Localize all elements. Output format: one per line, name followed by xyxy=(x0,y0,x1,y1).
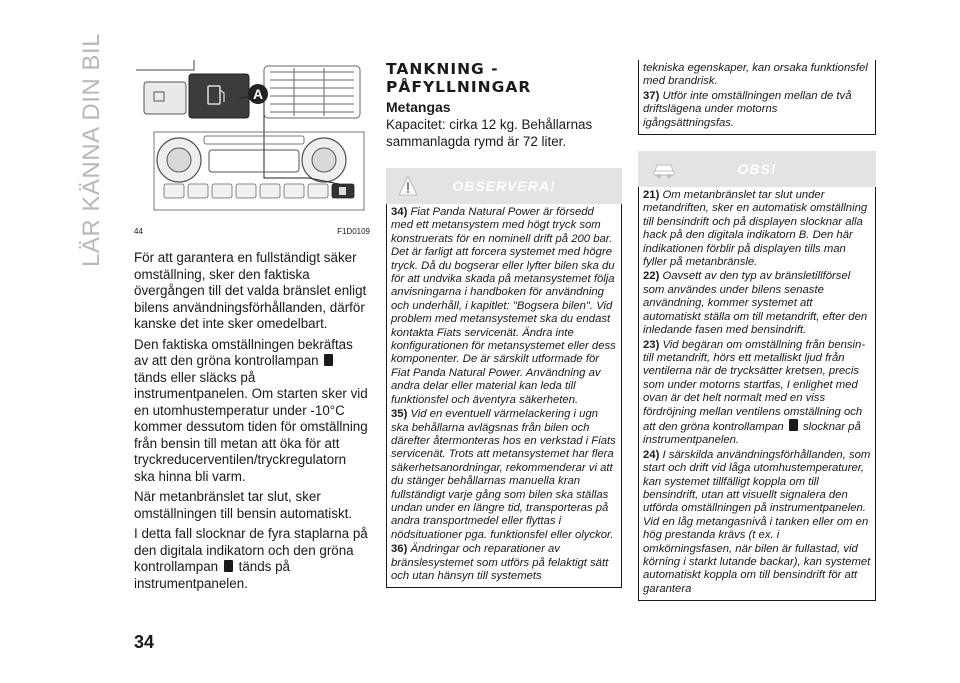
note-item: 23) Vid begäran om omställning från bensin- till metandrift, hörs ett metalliskt ljud från ventilerna när de trycksätter kretsen, precis som under motorns startfas, I enlighet med ovan är det helt normalt med en viss fördröjning mellan ventilens omställning och att den gröna kontrollampan slocknar på instrumentpanelen. xyxy=(643,338,866,447)
warning-notes xyxy=(386,204,622,588)
warning-banner xyxy=(386,168,622,204)
notice-title: OBS! xyxy=(737,161,777,178)
warning-title: OBSERVERA! xyxy=(452,178,556,194)
section-heading: PÅFYLLNINGAR xyxy=(386,78,532,96)
figure-caption xyxy=(134,227,370,236)
notice-banner xyxy=(638,151,876,187)
fuel-pump-icon xyxy=(224,560,233,572)
note-item: 34) Fiat Panda Natural Power är försedd med ett metansystem med högt tryck som konstruerats för en nominell drift på 200 bar. Det är farligt att forcera systemet med högre tryck. Då du bogserar eller lyfter bilen ska du för att undvika skada på metansystemet följa anvisningarna i handboken för användning och underhåll, i kapitlet: "Bogsera bilen". Vid problem med metansystemet ska du endast kontakta Fiats servicenät. Ändra inte konfigurationen för metansystemet eller dess komponenter. De är särskilt utformade för Fiat Panda Natural Power. Användning av andra delar eller material kan leda till funktionsfel och äventyra säkerheten. xyxy=(391,206,616,406)
note-item: 35) Vid en eventuell värmelackering i ugn ska behållarna avlägsnas från bilen och därefter återmonteras hos en verkstad i Fiats servicenät. Trots att metansystemet har flera säkerhetsanordningar, rekommenderar vi att du stänger behållarnas manuella kran fullständigt varje gång som bilen ska ställas undan under en längre tid, transporteras på andra transportmedel eller flyttas i nödsituationer pga. funktionsfel eller olyckor. xyxy=(391,408,616,541)
note-continuation: tekniska egenskaper, kan orsaka funktionsfel med brandrisk. xyxy=(643,62,868,88)
intro-paragraph: Kapacitet: cirka 12 kg. Behållarnas sammanlagda rymd är 72 liter. xyxy=(386,117,593,149)
column-left xyxy=(134,60,370,592)
paragraph: Den faktiska omställningen bekräftas av att den gröna kontrollampan tänds eller släcks på instrumentpanelen. Om starten sker vid en utomhustemperatur under -10°C kommer dessutom tiden för omställning från bensin till metan att öka för att tryckreducerventilen/tryckregulatorn ska hinna bli varm. xyxy=(134,336,368,484)
figure-code: F1D0109 xyxy=(337,227,370,236)
dashboard-illustration xyxy=(134,60,370,225)
continued-warning-notes xyxy=(638,60,876,135)
note-item: 22) Oavsett av den typ av bränsletillförsel som användes under bilens senaste användning, kommer systemet att automatiskt ställa om till metandrift, efter den inledande fasen med bensindrift. xyxy=(643,270,868,337)
note-item: 24) I särskilda användningsförhållanden, som start och drift vid låga utomhustemperaturer, kan systemet tillfälligt koppla om till bensindrift, utan att visuellt signalera den utförda omställningen på instrumentpanelen. Vid en låg metangasnivå i tanken eller om en hög prestanda krävs (t ex. i omkörningsfasen, när bilen är fullastad, vid körning i starkt lutande backar), kan systemet automatiskt koppla om till bensindrift för att garantera xyxy=(643,448,871,595)
figure-number: 44 xyxy=(134,227,143,236)
note-item: 21) Om metanbränslet tar slut under metandriften, sker en automatisk omställning till bensindrift och på displayen slocknar alla hack på den digitala indikatorn B. Den här indikationen förblir på displayen tills man fyller på metanbränsle. xyxy=(643,189,868,269)
note-item: 37) Utför inte omställningen mellan de två driftslägena under motorns igångsättningsfas. xyxy=(643,89,852,129)
figure-callout-label: A xyxy=(252,86,264,102)
page-number: 34 xyxy=(134,632,155,652)
paragraph: När metanbränslet tar slut, sker omställningen till bensin automatiskt. xyxy=(134,489,353,521)
column-right xyxy=(638,60,876,601)
subheading: Metangas xyxy=(386,99,451,115)
paragraph: I detta fall slocknar de fyra staplarna på den digitala indikatorn och den gröna kontrollampan tänds på instrumentpanelen. xyxy=(134,526,368,591)
chapter-side-tab: LÄR KÄNNA DIN BIL xyxy=(78,33,105,267)
paragraph: För att garantera en fullständigt säker omställning, sker den faktiska övergången till det valda bränslet enligt bilens användningsförhållanden, därför kanske det inte sker omedelbart. xyxy=(134,250,367,331)
dashboard-figure xyxy=(134,60,370,225)
fuel-pump-icon xyxy=(324,354,333,366)
column-middle xyxy=(386,60,622,588)
fuel-pump-icon xyxy=(789,419,798,431)
section-heading: TANKNING - xyxy=(386,60,499,78)
notice-notes xyxy=(638,187,876,601)
note-item: 36) Ändringar och reparationer av bränslesystemet som utförs på felaktigt sätt och utan hänsyn till systemets xyxy=(391,543,609,582)
